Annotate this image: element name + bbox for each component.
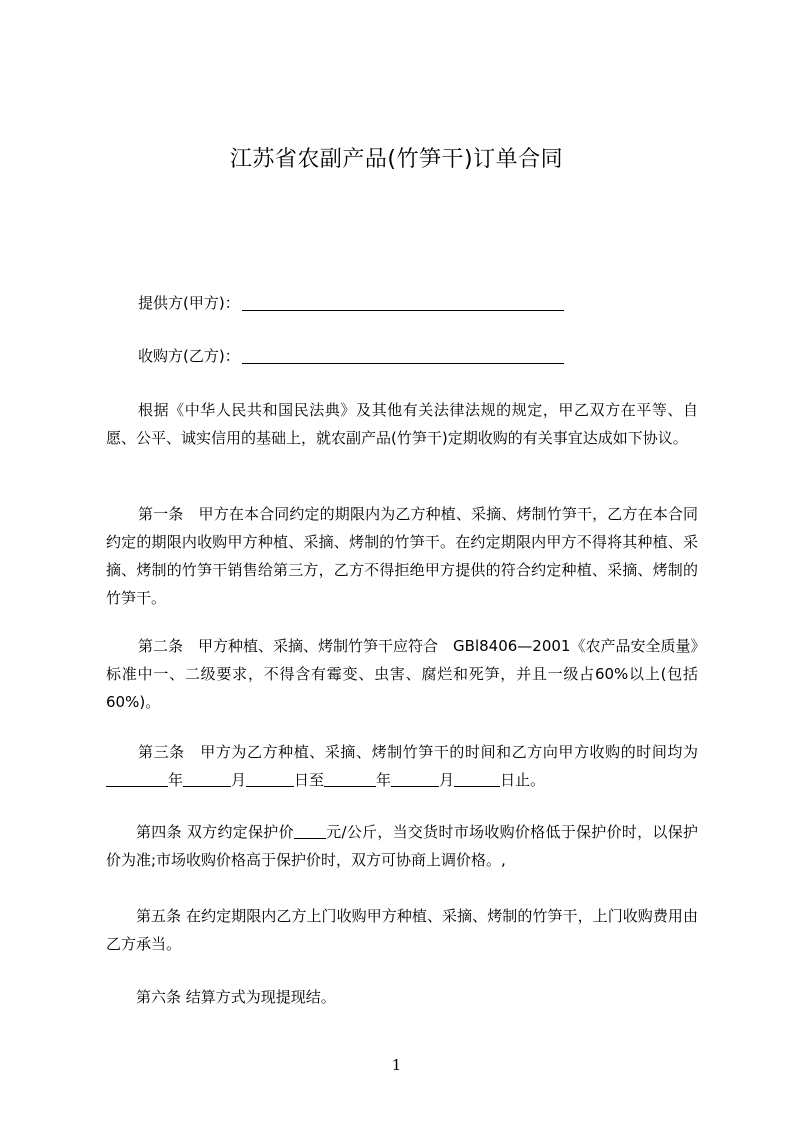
party-b-row <box>138 345 564 366</box>
page-number: 1 <box>391 1056 402 1074</box>
party-a-blank <box>242 295 564 311</box>
preamble-paragraph: 根据《中华人民共和国民法典》及其他有关法律法规的规定，甲乙双方在平等、自愿、公平、诚实信用的基础上，就农副产品(竹笋干)定期收购的有关事宜达成如下协议。 <box>106 401 698 447</box>
article-4-text-a: 第四条 双方约定保护价 <box>136 823 294 841</box>
article-3-month: 月 <box>231 771 247 789</box>
party-b-blank <box>242 348 564 364</box>
article-3-end: 日止。 <box>500 771 546 789</box>
article-3-day-to: 日至 <box>294 771 325 789</box>
article-2: 第二条 甲方种植、采摘、烤制竹笋干应符合 GBl8406—2001《农产品安全质量》标准中一、二级要求，不得含有霉变、虫害、腐烂和死笋，并且一级占60%以上(包括60%)。 <box>106 637 698 711</box>
party-b-label: 收购方(乙方)： <box>138 347 240 365</box>
end-month-blank <box>391 772 439 787</box>
end-year-blank <box>324 772 376 787</box>
start-year-blank <box>106 772 168 787</box>
article-3-text: 第三条 甲方为乙方种植、采摘、烤制竹笋干的时间和乙方向甲方收购的时间均为 <box>138 743 698 761</box>
start-month-blank <box>183 772 231 787</box>
document-title: 江苏省农副产品(竹笋干)订单合同 <box>229 147 564 172</box>
article-4 <box>106 818 698 874</box>
start-day-blank <box>246 772 294 787</box>
article-3-year2: 年 <box>376 771 392 789</box>
article-4-text-b: 元/公斤，当交货时市场收购价格低于保护价时，以保护价为准;市场收购价格高于保护价时，双方可协商上调价格。, <box>106 823 698 869</box>
article-3-month2: 月 <box>439 771 455 789</box>
protection-price-blank <box>294 824 326 839</box>
article-3 <box>106 738 698 794</box>
article-5: 第五条 在约定期限内乙方上门收购甲方种植、采摘、烤制的竹笋干，上门收购费用由乙方承当。 <box>106 907 698 953</box>
party-a-row <box>138 292 564 313</box>
end-day-blank <box>454 772 500 787</box>
article-6: 第六条 结算方式为现提现结。 <box>136 988 336 1006</box>
article-1: 第一条 甲方在本合同约定的期限内为乙方种植、采摘、烤制竹笋干，乙方在本合同约定的期限内收购甲方种植、采摘、烤制的竹笋干。在约定期限内甲方不得将其种植、采摘、烤制的竹笋干销售给第三方，乙方不得拒绝甲方提供的符合约定种植、采摘、烤制的竹笋干。 <box>106 505 698 607</box>
article-3-year: 年 <box>168 771 184 789</box>
party-a-label: 提供方(甲方)： <box>138 294 240 312</box>
